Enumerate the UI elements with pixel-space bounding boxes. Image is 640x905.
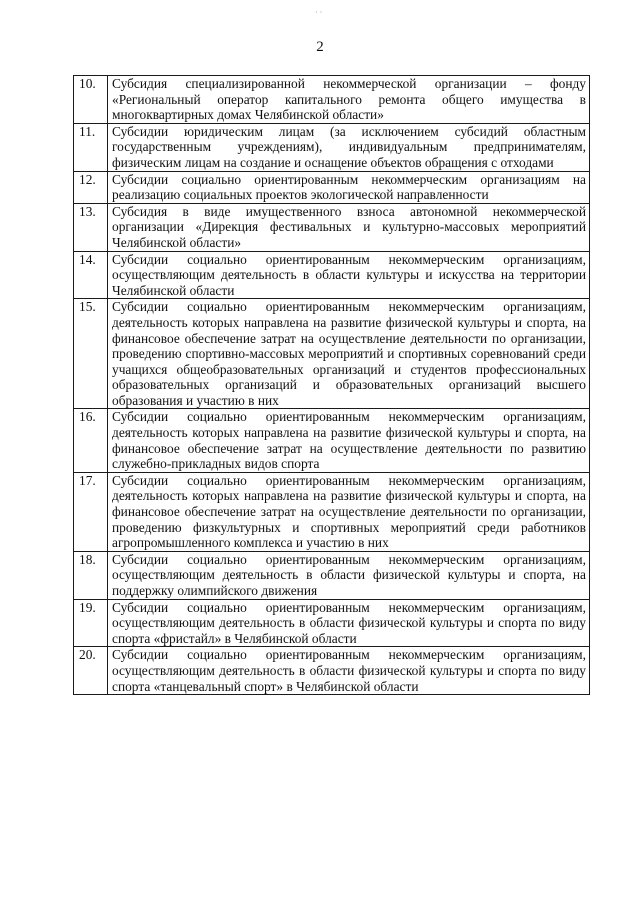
row-number: 15. — [74, 299, 108, 409]
row-number: 16. — [74, 409, 108, 472]
page-number: 2 — [316, 39, 324, 55]
row-text: Субсидии социально ориентированным некоммерческим организациям, осуществляющим деятельность в области культуры и искусства на территории Челябинской области — [108, 251, 590, 299]
row-number: 20. — [74, 647, 108, 695]
table-row — [74, 472, 590, 551]
row-number: 18. — [74, 551, 108, 599]
row-number: 19. — [74, 599, 108, 647]
table-row — [74, 171, 590, 203]
row-number: 11. — [74, 123, 108, 171]
row-number: 12. — [74, 171, 108, 203]
row-number: 14. — [74, 251, 108, 299]
row-text: Субсидии социально ориентированным некоммерческим организациям, деятельность которых направлена на развитие физической культуры и спорта, на финансовое обеспечение затрат на осуществление деятельности по организации, проведению физкультурных и спортивных мероприятий среди работников агропромышленного комплекса и участию в них — [108, 472, 590, 551]
table-row — [74, 123, 590, 171]
table-row — [74, 299, 590, 409]
row-number: 17. — [74, 472, 108, 551]
row-text: Субсидия специализированной некоммерческой организации – фонду «Региональный оператор капитального ремонта общего имущества в многоквартирных домах Челябинской области» — [108, 76, 590, 124]
table-row — [74, 647, 590, 695]
row-text: Субсидии социально ориентированным некоммерческим организациям, осуществляющим деятельность в области физической культуры и спорта, на поддержку олимпийского движения — [108, 551, 590, 599]
row-number: 13. — [74, 203, 108, 251]
table-row — [74, 76, 590, 124]
scan-mark: · · — [315, 8, 323, 17]
row-text: Субсидии социально ориентированным некоммерческим организациям, осуществляющим деятельность в области физической культуры и спорта по виду спорта «фристайл» в Челябинской области — [108, 599, 590, 647]
table-row — [74, 203, 590, 251]
row-text: Субсидии социально ориентированным некоммерческим организациям, деятельность которых направлена на развитие физической культуры и спорта, на финансовое обеспечение затрат на осуществление деятельности по организации, проведению спортивно-массовых мероприятий и спортивных соревнований среди учащихся общеобразовательных организаций и студентов профессиональных образовательных организаций и образовательных организаций высшего образования и участию в них — [108, 299, 590, 409]
table-row — [74, 409, 590, 472]
subsidies-table — [73, 75, 590, 695]
row-text: Субсидии социально ориентированным некоммерческим организациям, осуществляющим деятельность в области физической культуры и спорта по виду спорта «танцевальный спорт» в Челябинской области — [108, 647, 590, 695]
subsidies-table-body — [74, 76, 590, 695]
table-row — [74, 599, 590, 647]
row-text: Субсидии юридическим лицам (за исключением субсидий областным государственным учреждениям), индивидуальным предпринимателям, физическим лицам на создание и оснащение объектов обращения с отходами — [108, 123, 590, 171]
row-text: Субсидия в виде имущественного взноса автономной некоммерческой организации «Дирекция фестивальных и культурно-массовых мероприятий Челябинской области» — [108, 203, 590, 251]
row-number: 10. — [74, 76, 108, 124]
row-text: Субсидии социально ориентированным некоммерческим организациям, деятельность которых направлена на развитие физической культуры и спорта, на финансовое обеспечение затрат на осуществление деятельности по развитию служебно-прикладных видов спорта — [108, 409, 590, 472]
row-text: Субсидии социально ориентированным некоммерческим организациям на реализацию социальных проектов экологической направленности — [108, 171, 590, 203]
table-row — [74, 551, 590, 599]
table-row — [74, 251, 590, 299]
